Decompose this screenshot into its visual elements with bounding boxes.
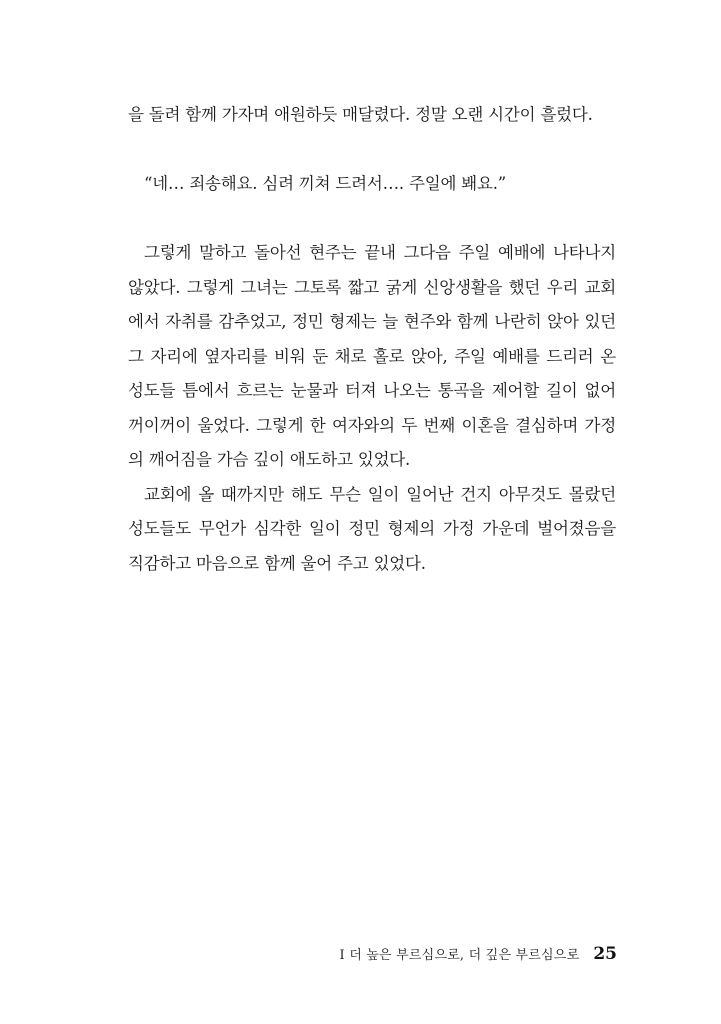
running-head: I 더 높은 부르심으로, 더 깊은 부르심으로: [339, 948, 580, 963]
dialogue-line: “네… 죄송해요. 심려 끼쳐 드려서…. 주일에 봬요.”: [144, 174, 507, 193]
text-line: 그렇게 말하고 돌아선 현주는 끝내 그다음 주일 예배에 나타나지: [144, 243, 616, 262]
page-number: 25: [593, 944, 617, 964]
text-line: 성도들도 무언가 심각한 일이 정민 형제의 가정 가운데 벌어졌음을: [128, 519, 616, 538]
page-footer: [340, 944, 617, 964]
text-line: 을 돌려 함께 가자며 애원하듯 매달렸다. 정말 오랜 시간이 흘렀다.: [128, 105, 593, 124]
text-line: 직감하고 마음으로 함께 울어 주고 있었다.: [128, 553, 426, 573]
paragraph-gap: [128, 202, 616, 237]
text-line: 그 자리에 옆자리를 비워 둔 채로 홀로 앉아, 주일 예배를 드리러 온: [128, 346, 616, 366]
text-line: 에서 자취를 감추었고, 정민 형제는 늘 현주와 함께 나란히 앉아 있던: [128, 312, 616, 331]
text-line: 성도들 틈에서 흐르는 눈물과 터져 나오는 통곡을 제어할 길이 없어: [128, 381, 616, 400]
text-line: 의 깨어짐을 가슴 깊이 애도하고 있었다.: [128, 450, 411, 469]
text-line: 않았다. 그렇게 그녀는 그토록 짧고 굵게 신앙생활을 했던 우리 교회: [128, 277, 616, 297]
body-text: [128, 98, 616, 581]
text-line: 교회에 올 때까지만 해도 무슨 일이 일어난 건지 아무것도 몰랐던: [144, 484, 616, 504]
text-line: 꺼이꺼이 울었다. 그렇게 한 여자와의 두 번째 이혼을 결심하며 가정: [128, 415, 616, 435]
paragraph-gap: [128, 133, 616, 168]
